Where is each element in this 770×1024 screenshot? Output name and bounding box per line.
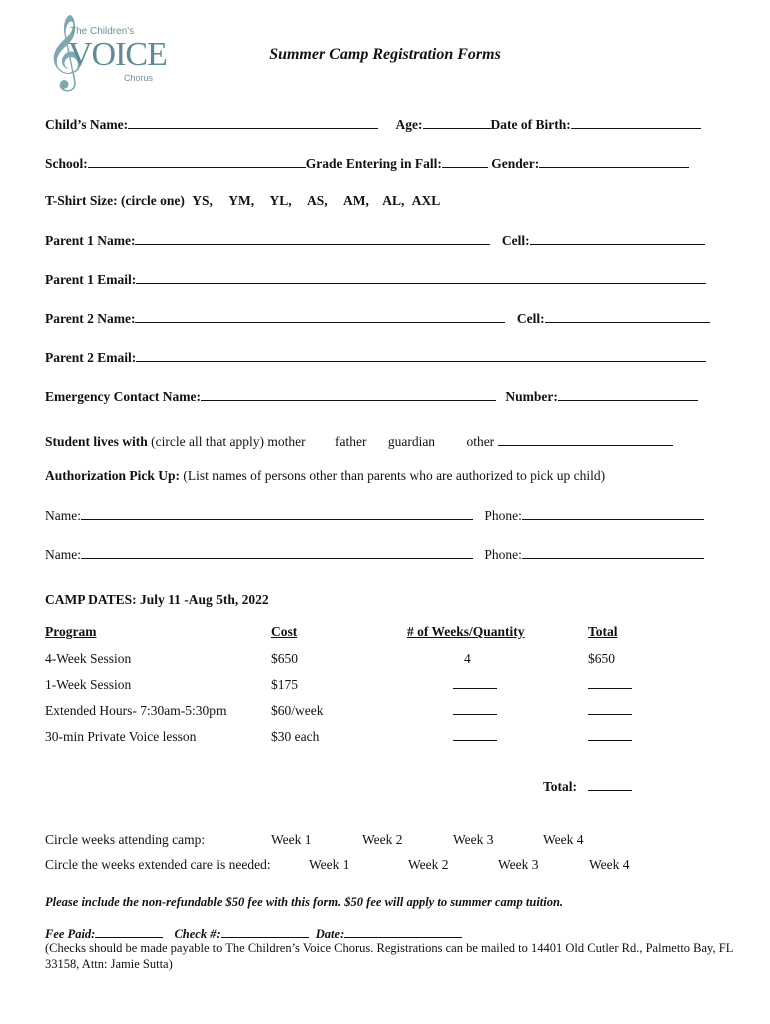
check-field[interactable]: [221, 925, 309, 938]
other-field[interactable]: [498, 433, 673, 446]
weeks-extended-label: Circle the weeks extended care is needed:: [45, 857, 271, 872]
table-cell-total[interactable]: [588, 677, 632, 693]
dob-field[interactable]: [571, 116, 701, 129]
week-option[interactable]: Week 1: [271, 832, 312, 847]
table-cell-cost: $30 each: [271, 729, 320, 744]
fee-paid-label: Fee Paid:: [45, 927, 96, 941]
week-option[interactable]: Week 3: [453, 832, 494, 847]
pickup-name-label: Name:: [45, 547, 81, 562]
gender-field[interactable]: [539, 155, 689, 168]
gender-label: Gender:: [491, 156, 540, 171]
footer-note: (Checks should be made payable to The Children’s Voice Chorus. Registrations can be mailed to 14401 Old Cutler Rd., Palmetto Bay, FL 33158, Attn: Jamie Sutta): [45, 941, 733, 971]
size-option[interactable]: YM,: [228, 193, 255, 208]
table-cell-cost: $175: [271, 677, 298, 692]
parent2-cell-label: Cell:: [516, 311, 545, 326]
parent2-name-label: Parent 2 Name:: [45, 311, 136, 326]
pickup-name-field[interactable]: [81, 507, 473, 520]
emergency-label: Emergency Contact Name:: [45, 389, 201, 404]
parent1-cell-field[interactable]: [530, 232, 705, 245]
camp-dates: CAMP DATES: July 11 -Aug 5th, 2022: [45, 592, 269, 607]
extended-week-option[interactable]: Week 3: [498, 857, 539, 872]
extended-week-option[interactable]: Week 4: [589, 857, 630, 872]
table-cell-program: 30-min Private Voice lesson: [45, 729, 197, 744]
date-label: Date:: [315, 927, 345, 941]
parent1-row: [45, 232, 705, 249]
emergency-row: [45, 388, 698, 405]
pickup-row: [45, 507, 704, 524]
table-header: # of Weeks/Quantity: [407, 624, 525, 639]
table-cell-cost: $60/week: [271, 703, 324, 718]
pickup-phone-label: Phone:: [484, 547, 522, 562]
treble-clef-icon: 𝄞: [46, 15, 84, 89]
table-cell-program: Extended Hours- 7:30am-5:30pm: [45, 703, 227, 718]
grand-total-field[interactable]: [588, 779, 632, 795]
grade-label: Grade Entering in Fall:: [305, 156, 442, 171]
pickup-name-label: Name:: [45, 508, 81, 523]
table-header: Program: [45, 624, 97, 639]
pickup-phone-field[interactable]: [522, 507, 704, 520]
parent1-cell-label: Cell:: [501, 233, 530, 248]
grand-total-label: Total:: [543, 779, 578, 794]
lives-with-label: Student lives with: [45, 434, 148, 449]
extended-week-option[interactable]: Week 2: [408, 857, 449, 872]
parent2-email-label: Parent 2 Email:: [45, 350, 137, 365]
table-cell-qty[interactable]: [453, 729, 497, 745]
parent1-email-field[interactable]: [136, 271, 706, 284]
weeks-attending-label: Circle weeks attending camp:: [45, 832, 206, 847]
guardian-option[interactable]: guardian: [387, 434, 436, 449]
week-option[interactable]: Week 4: [543, 832, 584, 847]
logo-top-text: The Children's: [70, 26, 135, 37]
grade-field[interactable]: [442, 155, 488, 168]
tshirt-label: T-Shirt Size: (circle one): [45, 193, 185, 208]
school-field[interactable]: [88, 155, 306, 168]
table-cell-qty[interactable]: [453, 703, 497, 719]
week-option[interactable]: Week 2: [362, 832, 403, 847]
size-option[interactable]: YL,: [269, 193, 292, 208]
school-label: School:: [45, 156, 88, 171]
fee-note: Please include the non-refundable $50 fee with this form. $50 fee will apply to summer camp tuition.: [45, 895, 564, 909]
dob-label: Date of Birth:: [490, 117, 571, 132]
child-row: [45, 116, 701, 133]
date-field[interactable]: [344, 925, 462, 938]
size-option[interactable]: AXL: [411, 193, 441, 208]
lives-with-hint[interactable]: (circle all that apply) mother: [151, 434, 306, 449]
fee-paid-field[interactable]: [95, 925, 163, 938]
age-label: Age:: [395, 117, 423, 132]
tshirt-row: [45, 193, 440, 209]
size-option[interactable]: AL,: [382, 193, 405, 208]
table-cell-program: 4-Week Session: [45, 651, 132, 666]
table-cell-qty[interactable]: 4: [464, 651, 471, 666]
emergency-field[interactable]: [201, 388, 496, 401]
table-cell-total[interactable]: $650: [588, 651, 615, 666]
parent1-name-label: Parent 1 Name:: [45, 233, 136, 248]
parent2-cell-field[interactable]: [545, 310, 710, 323]
table-header: Total: [588, 624, 618, 639]
parent1-email-row: [45, 271, 706, 288]
parent2-email-field[interactable]: [136, 349, 706, 362]
extended-week-option[interactable]: Week 1: [309, 857, 350, 872]
pickup-phone-label: Phone:: [484, 508, 522, 523]
parent2-name-field[interactable]: [135, 310, 505, 323]
auth-hint: (List names of persons other than parents who are authorized to pick up child): [183, 468, 606, 483]
number-field[interactable]: [558, 388, 698, 401]
auth-label: Authorization Pick Up:: [45, 468, 180, 483]
check-label: Check #:: [174, 927, 221, 941]
pickup-name-field[interactable]: [81, 546, 473, 559]
father-option[interactable]: father: [334, 434, 367, 449]
table-header: Cost: [271, 624, 298, 639]
size-option[interactable]: AM,: [343, 193, 369, 208]
size-option[interactable]: YS,: [192, 193, 213, 208]
table-cell-total[interactable]: [588, 703, 632, 719]
parent1-name-field[interactable]: [135, 232, 490, 245]
age-field[interactable]: [423, 116, 491, 129]
logo-bottom-text: Chorus: [124, 73, 154, 83]
page-title: Summer Camp Registration Forms: [269, 46, 501, 63]
pickup-phone-field[interactable]: [522, 546, 704, 559]
other-option[interactable]: other: [466, 434, 495, 449]
table-cell-qty[interactable]: [453, 677, 497, 693]
parent2-email-row: [45, 349, 706, 366]
child-name-field[interactable]: [128, 116, 378, 129]
auth-row: [45, 468, 605, 484]
table-cell-cost: $650: [271, 651, 298, 666]
parent2-row: [45, 310, 710, 327]
parent1-email-label: Parent 1 Email:: [45, 272, 137, 287]
pickup-row: [45, 546, 704, 563]
child-name-label: Child’s Name:: [45, 117, 129, 132]
size-option[interactable]: AS,: [307, 193, 328, 208]
table-cell-program: 1-Week Session: [45, 677, 132, 692]
lives-with-row: [45, 433, 673, 450]
number-label: Number:: [505, 389, 558, 404]
logo-main-text: VOICE: [68, 36, 167, 73]
table-cell-total[interactable]: [588, 729, 632, 745]
school-row: [45, 155, 689, 172]
